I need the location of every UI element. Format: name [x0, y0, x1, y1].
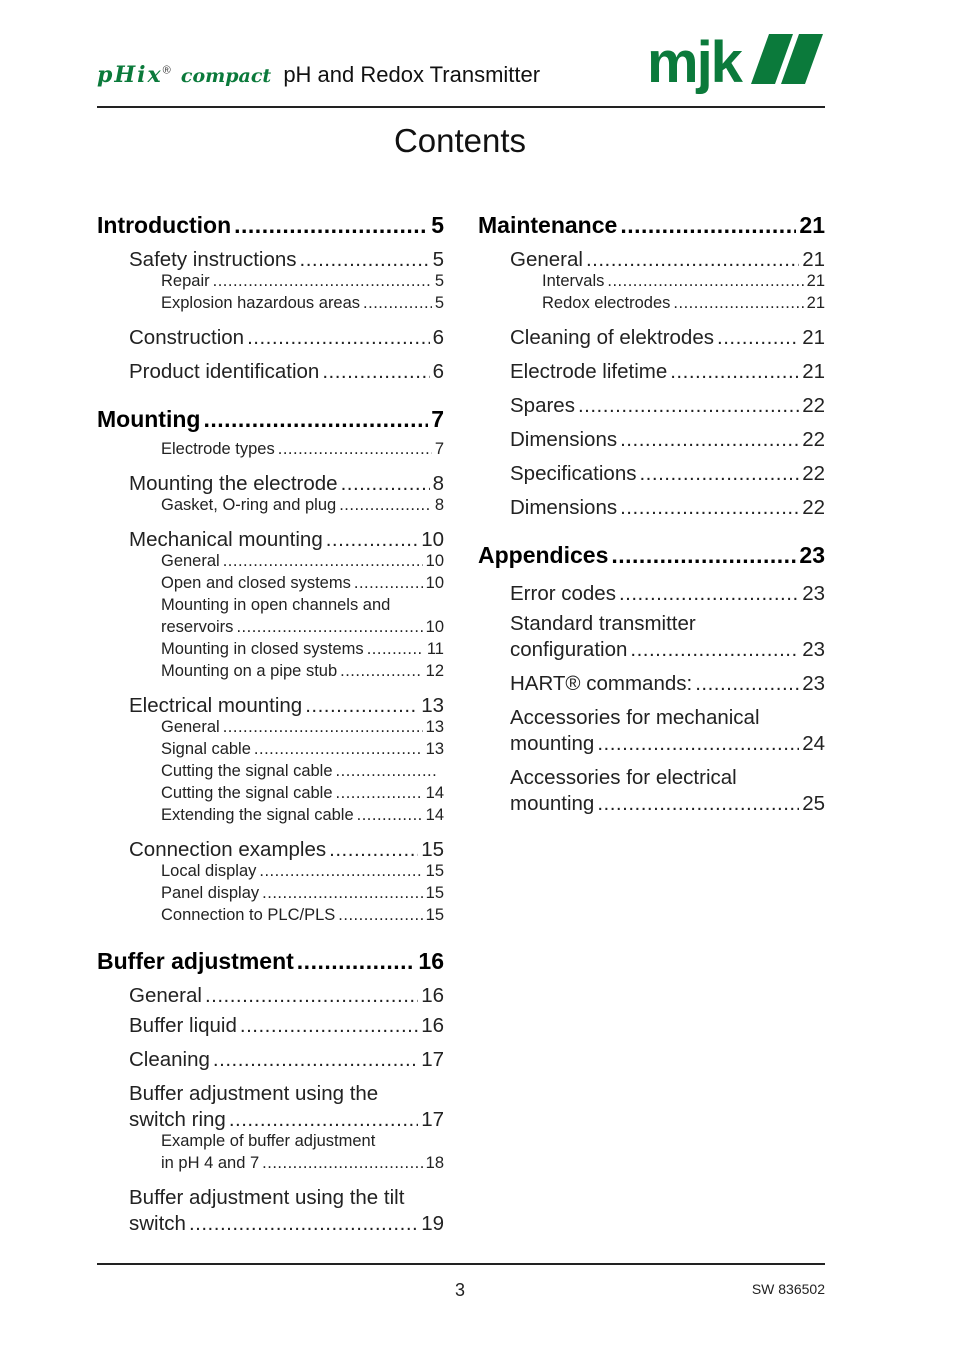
- toc-entry-cutting-signal-cable-1[interactable]: Cutting the signal cable .....: [97, 762, 444, 784]
- toc-entry-intervals[interactable]: Intervals ..... 21: [478, 272, 825, 294]
- toc-entry-dimensions-1[interactable]: Dimensions ..... 22: [478, 428, 825, 462]
- toc-entry-connection-plc[interactable]: Connection to PLC/PLS ..... 15: [97, 906, 444, 928]
- toc-entry-cutting-signal-cable-2[interactable]: Cutting the signal cable ..... 14: [97, 784, 444, 806]
- toc-entry-buffer-liquid[interactable]: Buffer liquid ..... 16: [97, 1014, 444, 1048]
- toc-entry-tilt-switch-line1[interactable]: Buffer adjustment using the tilt: [129, 1186, 405, 1209]
- toc-entry-electrode-lifetime[interactable]: Electrode lifetime ..... 21: [478, 360, 825, 394]
- toc-entry-open-channels-line2[interactable]: reservoirs ..... 10: [97, 618, 444, 640]
- toc-entry-mounting-the-electrode[interactable]: Mounting the electrode ..... 8: [97, 462, 444, 496]
- svg-text:mjk: mjk: [647, 32, 741, 95]
- toc-entry-electrode-types[interactable]: Electrode types ..... 7: [97, 440, 444, 462]
- toc-entry-error-codes[interactable]: Error codes ..... 23: [478, 578, 825, 612]
- product-brand: [97, 62, 540, 88]
- toc-entry-std-config-line2[interactable]: configuration ..... 23: [478, 638, 825, 672]
- toc-entry-example-line1[interactable]: Example of buffer adjustment: [161, 1132, 376, 1150]
- toc-entry-gasket-oring-plug[interactable]: Gasket, O-ring and plug ..... 8: [97, 496, 444, 518]
- toc-entry-spares[interactable]: Spares ..... 22: [478, 394, 825, 428]
- toc-entry-closed-systems[interactable]: Mounting in closed systems ..... 11: [97, 640, 444, 662]
- toc-entry-open-closed-systems[interactable]: Open and closed systems ..... 10: [97, 574, 444, 596]
- toc-entry-acc-mech-line1[interactable]: Accessories for mechanical: [510, 706, 760, 729]
- toc-entry-extending-signal-cable[interactable]: Extending the signal cable ..... 14: [97, 806, 444, 828]
- toc-entry-electrical-mounting[interactable]: Electrical mounting ..... 13: [97, 684, 444, 718]
- toc-entry-mechanical-mounting[interactable]: Mechanical mounting ..... 10: [97, 518, 444, 552]
- toc-entry-open-channels-line1[interactable]: Mounting in open channels and: [161, 596, 391, 614]
- toc-entry-acc-elec-line1[interactable]: Accessories for electrical: [510, 766, 737, 789]
- toc-entry-maintenance[interactable]: Maintenance ..... 21: [478, 212, 825, 248]
- toc-entry-maintenance-general[interactable]: General ..... 21: [478, 248, 825, 272]
- toc-entry-electrical-general[interactable]: General ..... 13: [97, 718, 444, 740]
- toc-entry-hart-commands[interactable]: HART® commands: ..... 23: [478, 672, 825, 706]
- footer-divider: [97, 1263, 825, 1265]
- mjk-logo: [647, 32, 825, 100]
- page-header: [97, 32, 825, 108]
- toc-entry-safety-instructions[interactable]: Safety instructions ..... 5: [97, 248, 444, 272]
- toc-entry-buffer-adjustment[interactable]: Buffer adjustment ..... 16: [97, 928, 444, 980]
- toc-entry-explosion-hazardous-areas[interactable]: Explosion hazardous areas ..... 5: [97, 294, 444, 316]
- toc-entry-redox-electrodes[interactable]: Redox electrodes ..... 21: [478, 294, 825, 316]
- product-title: pH and Redox Transmitter: [283, 62, 541, 87]
- document-code: SW 836502: [751, 1281, 825, 1297]
- toc-entry-cleaning-elektrodes[interactable]: Cleaning of elektrodes ..... 21: [478, 316, 825, 360]
- registered-mark: ®: [162, 64, 171, 77]
- toc-entry-buffer-general[interactable]: General ..... 16: [97, 980, 444, 1014]
- page-title: Contents: [393, 122, 527, 159]
- toc-entry-switch-ring-line1[interactable]: Buffer adjustment using the: [129, 1082, 379, 1105]
- toc-entry-tilt-switch-line2[interactable]: switch ..... 19: [97, 1212, 444, 1236]
- toc-entry-buffer-cleaning[interactable]: Cleaning ..... 17: [97, 1048, 444, 1082]
- toc-entry-example-line2[interactable]: in pH 4 and 7 ..... 18: [97, 1154, 444, 1176]
- toc-entry-acc-mech-line2[interactable]: mounting ..... 24: [478, 732, 825, 766]
- brand-phix-logo: pHix: [97, 62, 163, 88]
- toc-entry-std-config-line1[interactable]: Standard transmitter: [510, 612, 696, 635]
- toc-entry-acc-elec-line2[interactable]: mounting ..... 25: [478, 792, 825, 826]
- toc-entry-repair[interactable]: Repair ..... 5: [97, 272, 444, 294]
- toc-entry-specifications[interactable]: Specifications ..... 22: [478, 462, 825, 496]
- toc-entry-introduction[interactable]: Introduction ..... 5: [97, 212, 444, 248]
- toc-entry-product-identification[interactable]: Product identification ..... 6: [97, 360, 444, 394]
- toc-entry-pipe-stub[interactable]: Mounting on a pipe stub ..... 12: [97, 662, 444, 684]
- toc-entry-mounting[interactable]: Mounting ..... 7: [97, 394, 444, 440]
- toc-entry-connection-examples[interactable]: Connection examples ..... 15: [97, 828, 444, 862]
- toc-right-column: [478, 212, 825, 826]
- toc-entry-panel-display[interactable]: Panel display ..... 15: [97, 884, 444, 906]
- toc-entry-appendices[interactable]: Appendices ..... 23: [478, 530, 825, 578]
- toc-entry-dimensions-2[interactable]: Dimensions ..... 22: [478, 496, 825, 530]
- page-number: 3: [454, 1280, 465, 1300]
- brand-compact-logo: compact: [180, 65, 272, 87]
- toc-entry-signal-cable[interactable]: Signal cable ..... 13: [97, 740, 444, 762]
- toc-entry-mechanical-general[interactable]: General ..... 10: [97, 552, 444, 574]
- toc-entry-switch-ring-line2[interactable]: switch ring ..... 17: [97, 1108, 444, 1132]
- toc-left-column: [97, 212, 444, 1236]
- toc-entry-construction[interactable]: Construction ..... 6: [97, 316, 444, 360]
- toc-entry-local-display[interactable]: Local display ..... 15: [97, 862, 444, 884]
